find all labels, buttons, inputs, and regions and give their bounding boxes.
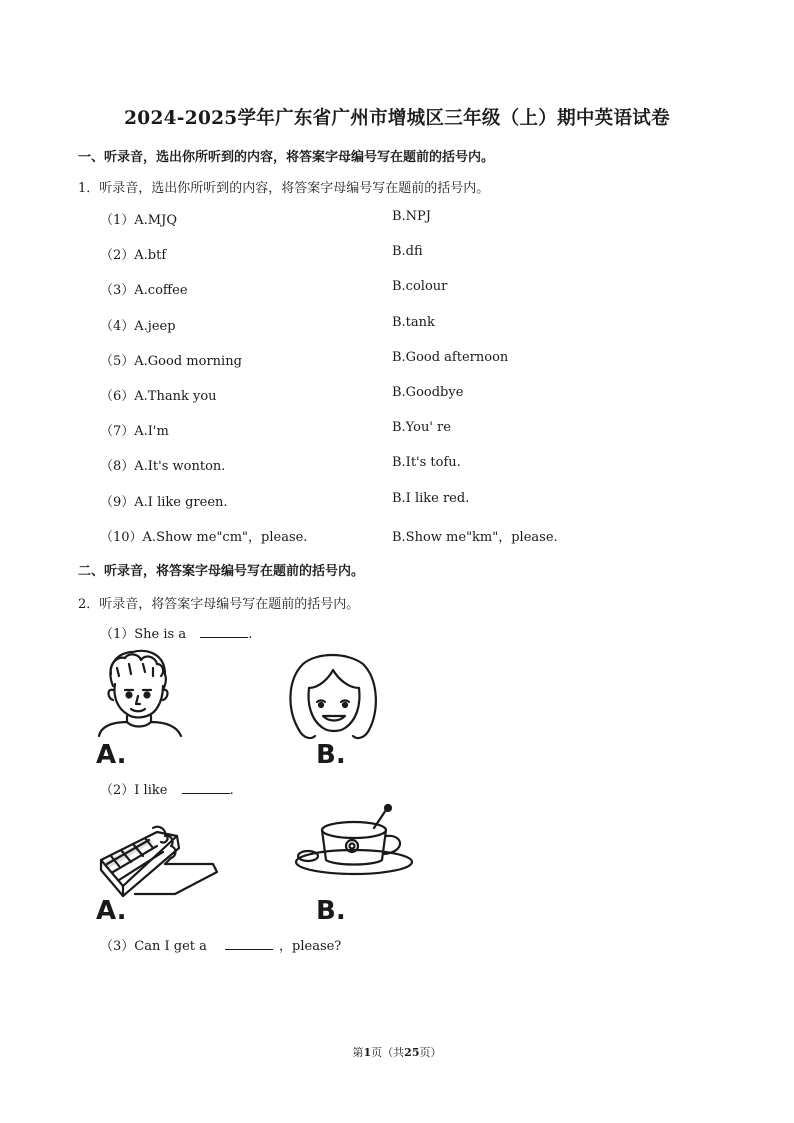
- footer-prefix: 第: [352, 1046, 364, 1059]
- option-a-text: A.Thank you: [134, 389, 217, 404]
- answer-blank[interactable]: [200, 625, 248, 638]
- option-a-text: A.Show me"cm"，please.: [142, 529, 308, 545]
- coffee-cup-picture: [290, 800, 420, 880]
- question-1-prompt: 1．听录音，选出你所听到的内容，将答案字母编号写在题前的括号内。: [78, 181, 490, 196]
- option-row-4-a: [100, 315, 176, 334]
- option-row-5-a: [100, 350, 242, 369]
- option-b-label: B.: [316, 740, 346, 770]
- item-number: （6）: [100, 389, 135, 404]
- option-a-label: A.: [96, 896, 127, 926]
- sub-question-text: I like: [134, 783, 168, 798]
- option-row-2-a: [100, 244, 166, 263]
- option-a-text: A.Good morning: [134, 353, 242, 369]
- option-b-text: B.I like red.: [392, 490, 470, 506]
- answer-blank[interactable]: [225, 937, 273, 950]
- option-a-text: A.btf: [134, 248, 167, 264]
- option-a-text: A.It's wonton.: [134, 459, 226, 475]
- page-footer: [0, 1044, 794, 1060]
- sub-question-number: （1）: [100, 627, 135, 642]
- item-number: （4）: [100, 318, 135, 334]
- option-b-text: B.Goodbye: [392, 385, 464, 400]
- girl-picture: [285, 650, 381, 742]
- page-title: 2024-2025学年广东省广州市增城区三年级（上）期中英语试卷: [124, 108, 670, 129]
- answer-blank[interactable]: [182, 781, 230, 794]
- sub-question-number: （2）: [100, 783, 135, 798]
- option-row-3-a: [100, 279, 188, 298]
- sub-question-text: She is a: [134, 627, 187, 642]
- sub-question-3: [100, 935, 341, 954]
- item-number: （8）: [100, 459, 135, 475]
- option-b-text: B.You' re: [392, 420, 451, 436]
- sub-question-1: [100, 623, 252, 642]
- item-number: （2）: [100, 248, 135, 264]
- option-a-text: A.I like green.: [134, 494, 228, 510]
- option-row-9-a: [100, 491, 228, 510]
- sub-question-end: .: [248, 627, 253, 642]
- option-b-text: B.NPJ: [392, 209, 432, 224]
- option-a-label: A.: [96, 740, 127, 770]
- sub-question-end: ，please?: [279, 939, 342, 954]
- boy-picture: [95, 646, 185, 738]
- footer-page-number: 1: [363, 1046, 372, 1059]
- item-number: （3）: [100, 283, 135, 299]
- option-b-text: B.Show me"km"，please.: [392, 529, 558, 545]
- option-row-1-a: [100, 209, 177, 228]
- footer-total-pages: 25: [404, 1046, 420, 1059]
- chocolate-picture: [95, 820, 225, 900]
- option-a-text: A.I'm: [134, 424, 169, 440]
- option-b-label: B.: [316, 896, 346, 926]
- sub-question-2: [100, 779, 234, 798]
- option-row-8-a: [100, 455, 225, 474]
- option-a-text: A.coffee: [134, 283, 188, 299]
- item-number: （7）: [100, 424, 135, 440]
- option-row-7-a: [100, 420, 169, 439]
- question-2-prompt: 2．听录音，将答案字母编号写在题前的括号内。: [78, 597, 360, 612]
- item-number: （10）: [100, 529, 143, 545]
- option-row-6-a: [100, 385, 217, 404]
- option-b-text: B.Good afternoon: [392, 349, 509, 365]
- section-1-heading: 一、听录音，选出你所听到的内容，将答案字母编号写在题前的括号内。: [78, 150, 495, 165]
- section-2-heading: 二、听录音，将答案字母编号写在题前的括号内。: [78, 564, 365, 579]
- footer-suffix: 页）: [419, 1046, 442, 1059]
- sub-question-text: Can I get a: [134, 939, 207, 954]
- option-row-10-a: [100, 526, 307, 545]
- option-b-text: B.tank: [392, 314, 435, 330]
- option-b-text: B.colour: [392, 279, 448, 295]
- footer-mid: 页（共: [371, 1046, 405, 1059]
- option-b-text: B.It's tofu.: [392, 455, 461, 471]
- item-number: （9）: [100, 494, 135, 510]
- sub-question-end: .: [229, 783, 234, 798]
- option-b-text: B.dfi: [392, 244, 423, 260]
- item-number: （5）: [100, 353, 135, 369]
- item-number: （1）: [100, 213, 135, 228]
- option-a-text: A.jeep: [134, 318, 176, 334]
- option-a-text: A.MJQ: [134, 213, 177, 228]
- sub-question-number: （3）: [100, 939, 135, 954]
